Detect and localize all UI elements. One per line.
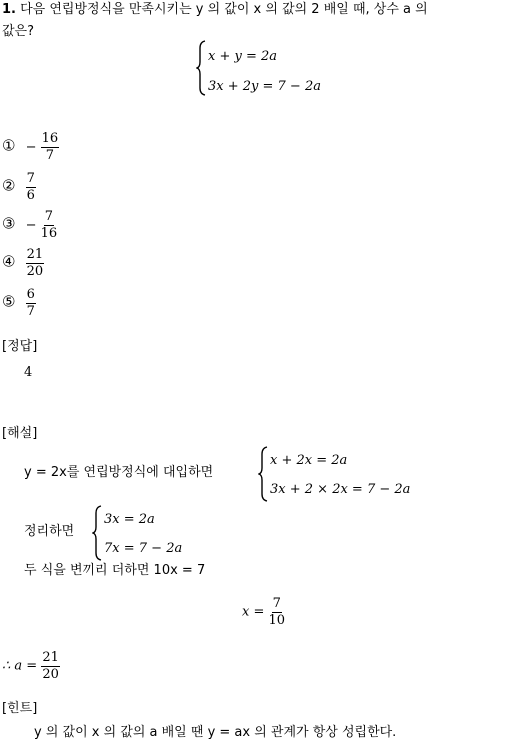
solution-result: [242, 597, 285, 627]
solution-therefore: [2, 651, 60, 681]
therefore-fraction: $\frac{21}{20}$: [42, 650, 59, 682]
solution-system2-brace: [92, 505, 102, 561]
therefore-lhs: ∴ a =: [2, 658, 38, 674]
option-marker: ⑤: [2, 292, 16, 311]
option-3[interactable]: [2, 210, 57, 240]
system-equation-1: x + y = 2a: [208, 49, 278, 64]
option-fraction: $\frac{16}{7}$: [41, 131, 59, 163]
system-brace: [196, 40, 206, 96]
question-number: 1.: [2, 2, 16, 17]
solution-system1-eq2: 3x + 2 × 2x = 7 − 2a: [270, 482, 411, 497]
option-marker: ④: [2, 252, 16, 271]
option-sign: −: [25, 217, 37, 233]
result-lhs: x =: [242, 604, 265, 620]
question-text-line1: [2, 3, 428, 16]
option-fraction: $\frac{6}{7}$: [26, 287, 35, 319]
solution-line2: 정리하면: [24, 524, 75, 539]
system-equation-2: 3x + 2y = 7 − 2a: [208, 79, 321, 94]
solution-line3: 두 식을 변끼리 더하면 10x = 7: [24, 563, 206, 578]
solution-line1: y = 2x를 연립방정식에 대입하면: [24, 465, 214, 480]
hint-label: [힌트]: [2, 701, 38, 716]
solution-system2-eq1: 3x = 2a: [104, 512, 155, 527]
solution-system1-brace: [258, 446, 268, 502]
option-4[interactable]: [2, 248, 44, 278]
solution-system2-eq2: 7x = 7 − 2a: [104, 541, 183, 556]
option-fraction: $\frac{7}{16}$: [40, 209, 58, 241]
question-text-line2: 값은?: [2, 24, 35, 39]
option-marker: ②: [2, 176, 16, 195]
option-fraction: $\frac{21}{20}$: [26, 247, 44, 279]
result-fraction: $\frac{7}{10}$: [268, 596, 286, 628]
option-2[interactable]: [2, 172, 36, 202]
option-fraction: $\frac{7}{6}$: [26, 171, 35, 203]
option-marker: ①: [2, 136, 16, 155]
question-stem: 다음 연립방정식을 만족시키는 y 의 값이 x 의 값의 2 배일 때, 상수 a 의: [20, 2, 428, 17]
solution-system1-eq1: x + 2x = 2a: [270, 453, 348, 468]
answer-label: [정답]: [2, 339, 38, 354]
option-sign: −: [25, 139, 37, 155]
solution-label: [해설]: [2, 426, 38, 441]
hint-text: y 의 값이 x 의 값의 a 배일 땐 y = ax 의 관계가 항상 성립한다.: [34, 725, 397, 740]
option-marker: ③: [2, 214, 16, 233]
answer-value: 4: [24, 365, 33, 380]
option-1[interactable]: [2, 132, 59, 162]
option-5[interactable]: [2, 288, 36, 318]
